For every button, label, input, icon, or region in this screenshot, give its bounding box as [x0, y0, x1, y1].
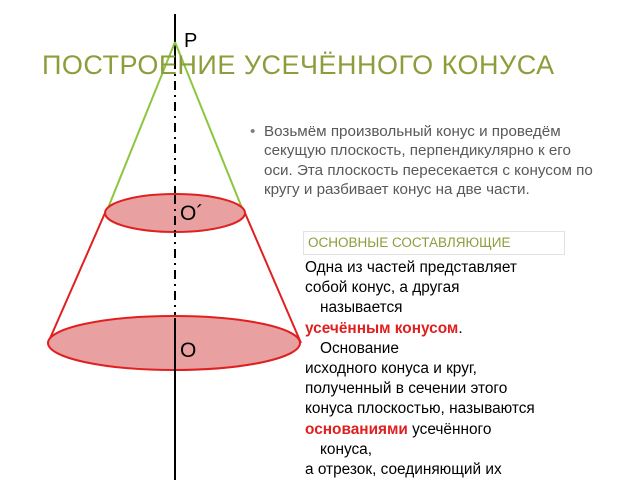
- text-line: исходного конуса и круг,: [305, 360, 477, 378]
- term-frustum: усечённым конусом: [305, 319, 459, 337]
- text-line: полученный в сечении этого: [305, 380, 508, 398]
- text-line: собой конус, а другая: [305, 279, 460, 297]
- text-line: Основание: [320, 339, 399, 357]
- text-line: конуса плоскостью, называются: [305, 400, 535, 418]
- text-line: [305, 319, 605, 339]
- bullet-text: Возьмём произвольный конус и проведём секущую плоскость, перпендикулярно к его оси. Эта плоскость пересекается с конусом по кругу и разбивает конус на две части.: [264, 123, 593, 198]
- apex-label: Р: [184, 30, 198, 52]
- text-line: а отрезок, соединяющий их: [305, 461, 502, 479]
- text-line: конуса,: [320, 440, 373, 458]
- bottom-center-label: O: [180, 339, 197, 362]
- text-line: называется: [320, 299, 403, 317]
- text-line: Одна из частей представляет: [305, 259, 517, 276]
- bullet-marker: •: [250, 123, 256, 140]
- text-line: [305, 420, 605, 440]
- section-heading: ОСНОВНЫЕ СОСТАВЛЯЮЩИЕ: [303, 231, 565, 255]
- term-bases: основаниями: [305, 420, 408, 438]
- definition-text: [305, 258, 605, 480]
- slide-title: ПОСТРОЕНИЕ УСЕЧЁННОГО КОНУСА: [42, 50, 555, 80]
- top-center-label: O´: [180, 202, 204, 225]
- text-fragment: .: [458, 319, 463, 337]
- text-fragment: усечённого: [407, 420, 492, 438]
